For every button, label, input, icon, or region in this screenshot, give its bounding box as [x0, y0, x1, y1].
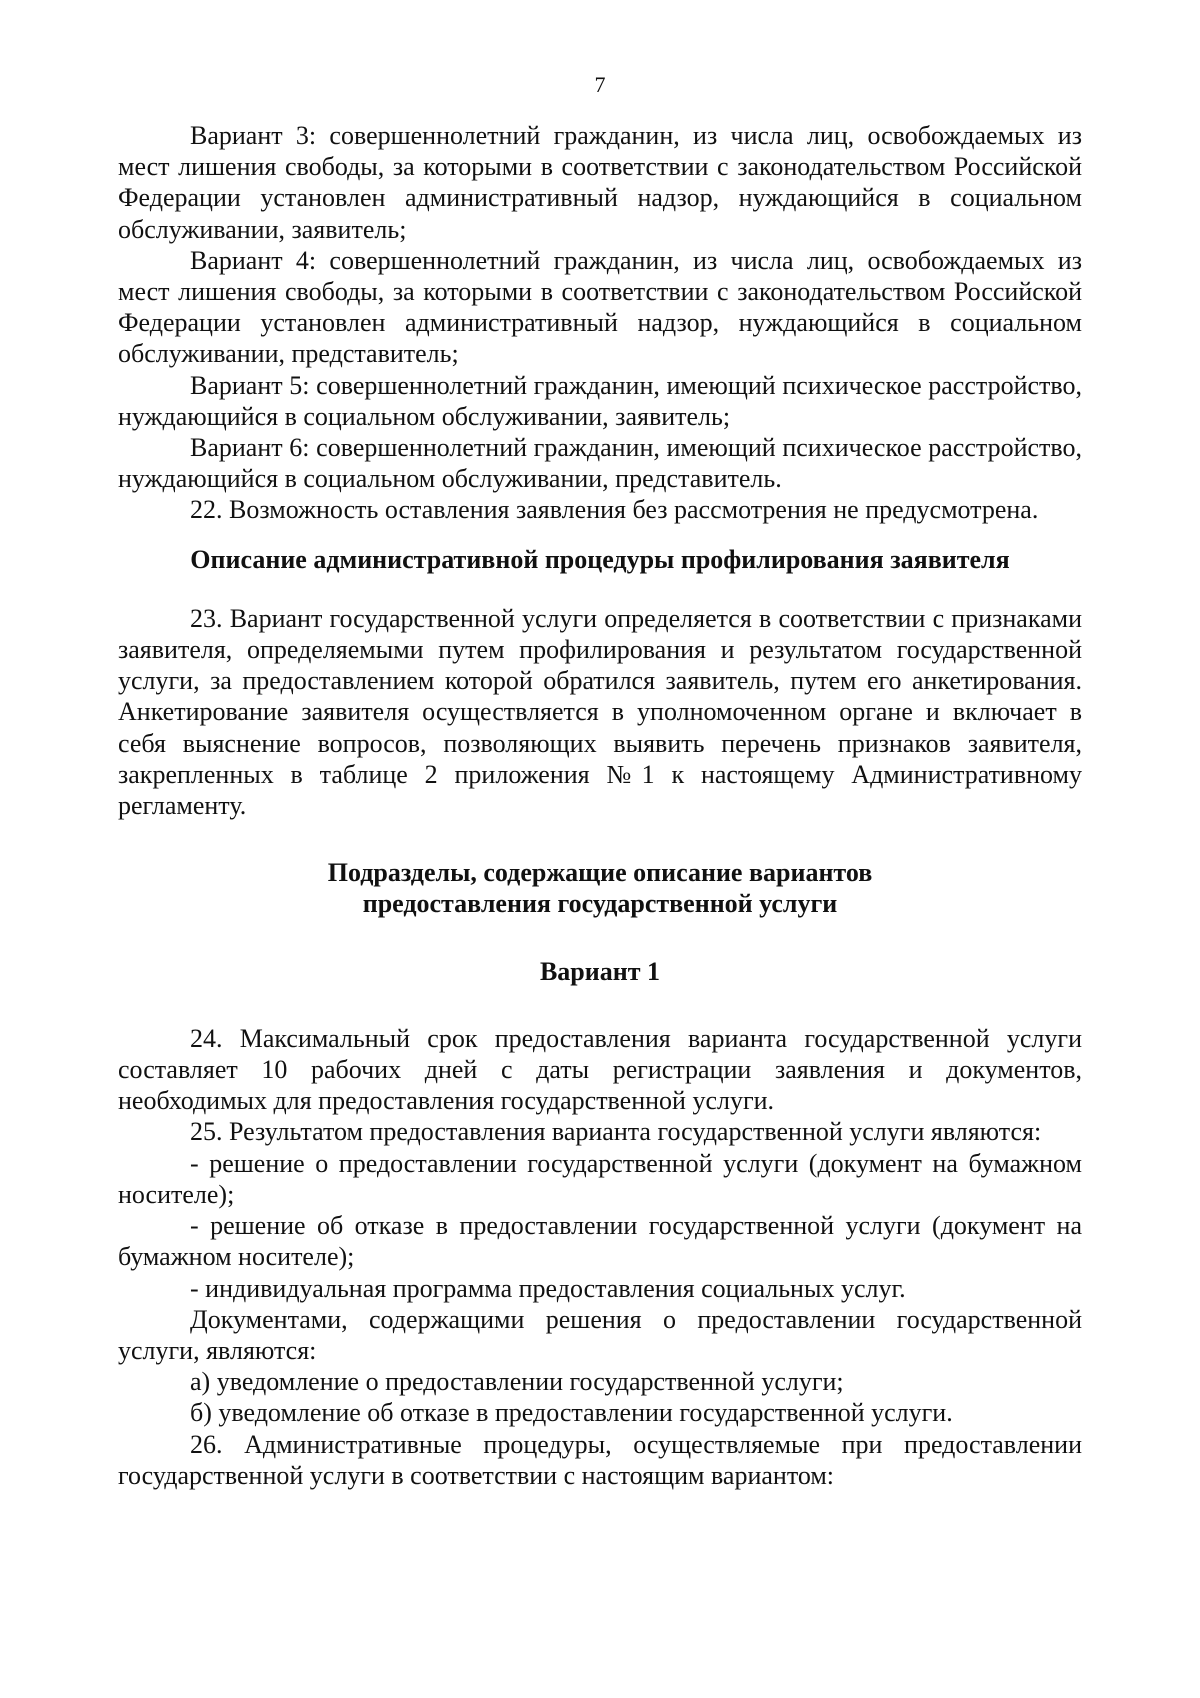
paragraph-variant-4: Вариант 4: совершеннолетний гражданин, из числа лиц, освобождаемых из мест лишения свободы, за которыми в соответствии с законодательством Российской Федерации установлен административный надзор, нуждающийся в социальном обслуживании, представитель; — [118, 245, 1082, 369]
list-item-notice-grant: а) уведомление о предоставлении государственной услуги; — [190, 1367, 844, 1397]
paragraph-variant-6: Вариант 6: совершеннолетний гражданин, имеющий психическое расстройство, нуждающийся в социальном обслуживании, представитель. — [118, 433, 1082, 494]
document-body — [118, 120, 1082, 1491]
paragraph-documents: Документами, содержащими решения о предоставлении государственной услуги, являются: — [118, 1304, 1082, 1365]
heading-variant-1: Вариант 1 — [539, 956, 661, 986]
heading-subsections-line-2: предоставления государственной услуги — [362, 889, 838, 919]
list-item-notice-refusal: б) уведомление об отказе в предоставлении государственной услуги. — [190, 1398, 953, 1428]
heading-subsections — [118, 857, 1082, 919]
list-item-decision-refusal: - решение об отказе в предоставлении государственной услуги (документ на бумажном носителе); — [118, 1211, 1082, 1272]
paragraph-22: 22. Возможность оставления заявления без рассмотрения не предусмотрена. — [190, 495, 1039, 525]
list-item-decision-grant: - решение о предоставлении государственной услуги (документ на бумажном носителе); — [118, 1148, 1082, 1209]
page-number: 7 — [594, 72, 606, 97]
paragraph-26: 26. Административные процедуры, осуществляемые при предоставлении государственной услуги в соответствии с настоящим вариантом: — [118, 1429, 1082, 1490]
paragraph-variant-5: Вариант 5: совершеннолетний гражданин, имеющий психическое расстройство, нуждающийся в социальном обслуживании, заявитель; — [118, 370, 1082, 431]
heading-profiling: Описание административной процедуры профилирования заявителя — [190, 544, 1010, 574]
paragraph-25: 25. Результатом предоставления варианта государственной услуги являются: — [190, 1117, 1042, 1147]
paragraph-23: 23. Вариант государственной услуги определяется в соответствии с признаками заявителя, определяемыми путем профилирования и результатом государственной услуги, за предоставлением которой обратился заявитель, путем его анкетирования. Анкетирование заявителя осуществляется в уполномоченном органе и включает в себя выяснение вопросов, позволяющих выявить перечень признаков заявителя, закрепленных в таблице 2 приложения №1 к настоящему Административному регламенту. — [118, 603, 1082, 821]
heading-subsections-line-1: Подразделы, содержащие описание вариантов — [327, 858, 873, 888]
paragraph-24: 24. Максимальный срок предоставления варианта государственной услуги составляет 10 рабочих дней с даты регистрации заявления и документов, необходимых для предоставления государственной услуги. — [118, 1023, 1082, 1116]
list-item-individual-program: - индивидуальная программа предоставления социальных услуг. — [190, 1273, 906, 1303]
paragraph-variant-3: Вариант 3: совершеннолетний гражданин, из числа лиц, освобождаемых из мест лишения свободы, за которыми в соответствии с законодательством Российской Федерации установлен административный надзор, нуждающийся в социальном обслуживании, заявитель; — [118, 121, 1082, 244]
